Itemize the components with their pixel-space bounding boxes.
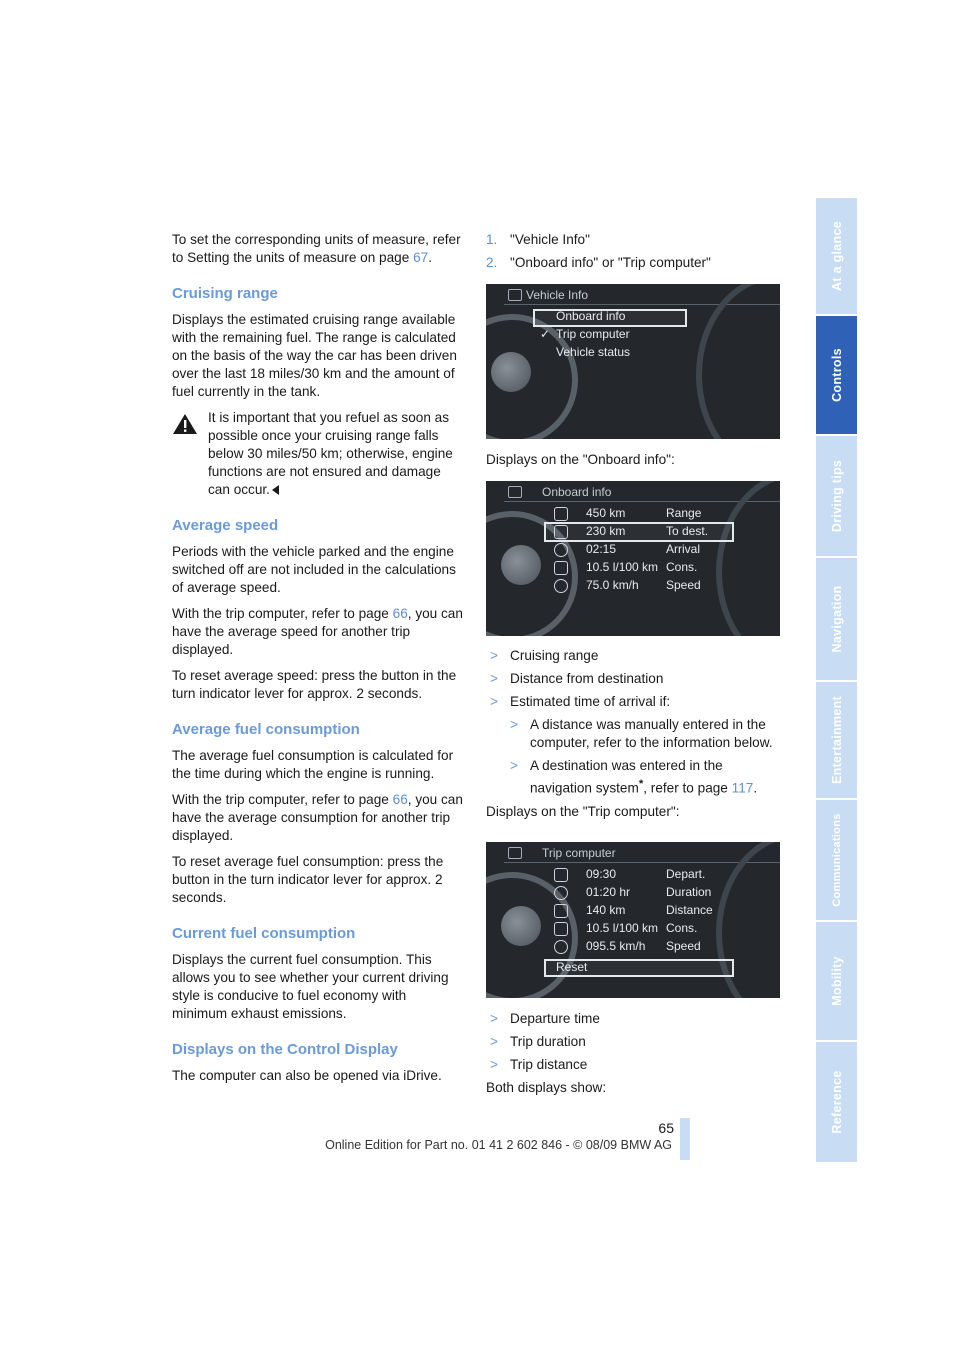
intro-paragraph: To set the corresponding units of measure, refer to Setting the units of measure on page 67. xyxy=(172,232,461,265)
clock-icon xyxy=(554,543,568,557)
average-fuel-text-2: With the trip computer, refer to page 66, you can have the average consumption for another trip displayed. xyxy=(172,792,463,843)
control-display-heading: Displays on the Control Display xyxy=(172,1041,398,1058)
list-item: > Departure time xyxy=(490,1011,600,1026)
controller-knob-icon[interactable] xyxy=(501,906,541,946)
tab-entertainment[interactable]: Entertainment xyxy=(816,682,857,798)
screen-title: Onboard info xyxy=(542,485,612,499)
speedometer-icon xyxy=(554,940,568,954)
tab-controls[interactable]: Controls xyxy=(816,316,857,434)
optional-equipment-star-icon: * xyxy=(638,778,644,790)
footer-marker xyxy=(680,1118,690,1160)
trip-caption: Displays on the "Trip computer": xyxy=(486,803,680,819)
tab-navigation[interactable]: Navigation xyxy=(816,558,857,680)
bullet-icon: > xyxy=(490,694,498,709)
fuel-consumption-icon xyxy=(554,561,568,575)
stopwatch-icon xyxy=(554,886,568,900)
average-fuel-text-3: To reset average fuel consumption: press the button in the turn indicator lever for approx. 2 seconds. xyxy=(172,854,444,905)
average-speed-text-2: With the trip computer, refer to page 66, you can have the average speed for another trip displayed. xyxy=(172,606,463,657)
bullet-icon: > xyxy=(490,671,498,686)
bullet-icon: > xyxy=(490,1034,498,1049)
list-item: > Distance from destination xyxy=(490,671,664,686)
trip-list xyxy=(486,1010,786,1105)
page-number: 65 xyxy=(658,1120,674,1136)
cruising-range-text: Displays the estimated cruising range available with the remaining fuel. The range is calculated on the basis of the way the car has been driven over the last 18 miles/30 km and the amount of fuel currently in the tank. xyxy=(172,312,457,399)
list-item: > Trip distance xyxy=(490,1057,588,1072)
tab-driving-tips[interactable]: Driving tips xyxy=(816,436,857,556)
page-link-66b[interactable]: 66 xyxy=(392,792,408,807)
page-link-67[interactable]: 67 xyxy=(413,250,429,265)
control-display-text: The computer can also be opened via iDrive. xyxy=(172,1068,442,1083)
distance-icon xyxy=(554,904,568,918)
controller-knob-icon[interactable] xyxy=(491,352,531,392)
step-2: 2. "Onboard info" or "Trip computer" xyxy=(486,255,711,270)
tab-communications[interactable]: Communications xyxy=(816,800,857,920)
page-link-117[interactable]: 117 xyxy=(731,780,754,796)
list-item: > Estimated time of arrival if: xyxy=(490,694,671,709)
list-item: > Trip duration xyxy=(490,1034,586,1049)
check-icon: ✓ xyxy=(540,327,551,341)
destination-arrow-icon xyxy=(554,525,568,539)
warning-note: It is important that you refuel as soon as possible once your cruising range falls below 30 miles/50 km; otherwise, engine functions are not ensured and damage can occur. xyxy=(172,409,464,499)
departure-icon xyxy=(554,868,568,882)
menu-item-vehicle-status[interactable]: Vehicle status xyxy=(556,345,631,359)
average-fuel-text-1: The average fuel consumption is calculated for the time during which the engine is running. xyxy=(172,748,454,781)
tab-reference[interactable]: Reference xyxy=(816,1042,857,1162)
screen-title: Vehicle Info xyxy=(526,288,589,302)
warning-icon xyxy=(172,413,198,435)
sub-list-item: > A destination was entered in the navigation system*, refer to page 117. xyxy=(510,758,758,796)
reset-button[interactable]: Reset xyxy=(556,960,588,974)
end-marker-icon xyxy=(272,485,279,495)
bullet-icon: > xyxy=(490,1057,498,1072)
average-speed-text-3: To reset average speed: press the button in the turn indicator lever for approx. 2 seconds. xyxy=(172,668,457,701)
average-speed-heading: Average speed xyxy=(172,517,279,534)
vehicle-info-screen xyxy=(486,284,780,439)
onboard-list xyxy=(486,647,786,829)
right-column-steps xyxy=(486,231,786,280)
speedometer-icon xyxy=(554,579,568,593)
fuel-consumption-icon xyxy=(554,922,568,936)
bullet-icon: > xyxy=(490,1011,498,1026)
tab-mobility[interactable]: Mobility xyxy=(816,922,857,1040)
tab-at-a-glance[interactable]: At a glance xyxy=(816,198,857,314)
right-ring xyxy=(696,284,780,439)
current-fuel-text: Displays the current fuel consumption. This allows you to see whether your current driving style is conducive to fuel economy with minimum exhaust emissions. xyxy=(172,952,449,1021)
fuel-pump-icon xyxy=(554,507,568,521)
cruising-range-heading: Cruising range xyxy=(172,285,278,302)
footer-text: Online Edition for Part no. 01 41 2 602 846 - © 08/09 BMW AG xyxy=(325,1138,672,1152)
step-1: 1. "Vehicle Info" xyxy=(486,232,590,247)
page-link-66[interactable]: 66 xyxy=(392,606,408,621)
menu-item-trip-computer[interactable]: Trip computer xyxy=(556,327,630,341)
chapter-tabs xyxy=(816,198,857,1164)
bullet-icon: > xyxy=(510,758,518,773)
onboard-caption: Displays on the "Onboard info": xyxy=(486,452,675,467)
current-fuel-heading: Current fuel consumption xyxy=(172,925,356,942)
list-item: > Cruising range xyxy=(490,648,599,663)
car-icon xyxy=(508,289,522,301)
menu-item-onboard-info[interactable]: Onboard info xyxy=(556,309,626,323)
right-ring xyxy=(716,481,780,636)
bullet-icon: > xyxy=(490,648,498,663)
car-icon xyxy=(508,847,522,859)
onboard-info-screen: Onboard info 450 km Range 230 km To dest. 02:15 Arrival 10.5 l/100 km Cons. 75.0 km/h Speed xyxy=(486,481,780,636)
trip-computer-screen: Trip computer 09:30 Depart. 01:20 hr Duration 140 km Distance 10.5 l/100 km Cons. 095.5 km/h Speed Reset xyxy=(486,842,780,998)
average-speed-text-1: Periods with the vehicle parked and the engine switched off are not included in the calculations of average speed. xyxy=(172,544,456,595)
car-icon xyxy=(508,486,522,498)
screen-title: Trip computer xyxy=(542,846,616,860)
controller-knob-icon[interactable] xyxy=(501,545,541,585)
both-displays-text: Both displays show: xyxy=(486,1080,607,1095)
average-fuel-heading: Average fuel consumption xyxy=(172,721,360,738)
sub-list-item: > A distance was manually entered in the computer, refer to the information below. xyxy=(510,717,773,750)
bullet-icon: > xyxy=(510,717,518,732)
left-column xyxy=(172,231,464,1093)
